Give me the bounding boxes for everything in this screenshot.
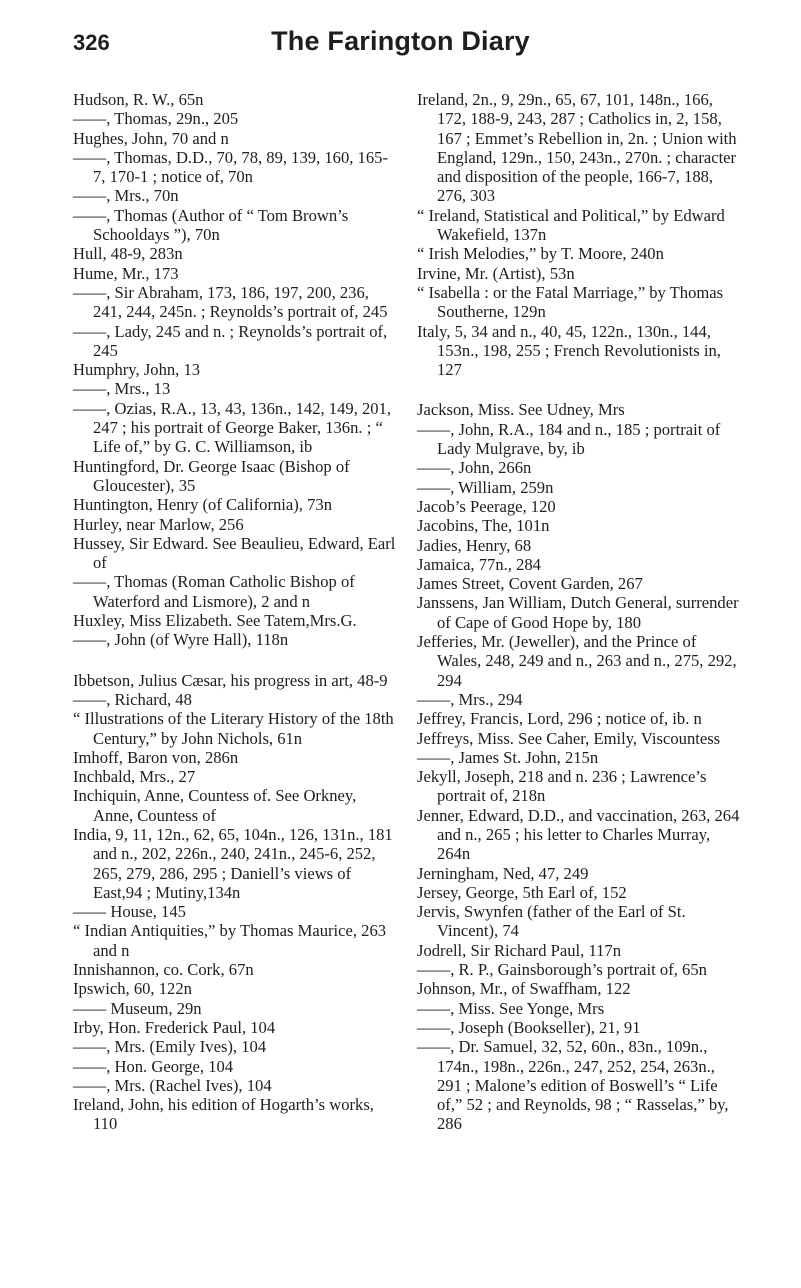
index-entry: Jefferies, Mr. (Jeweller), and the Prince of Wales, 248, 249 and n., 263 and n., 275, 292, 294 [417, 632, 737, 690]
index-entry: ——, R. P., Gainsborough’s portrait of, 65n [417, 960, 707, 980]
index-entry: Inchbald, Mrs., 27 [73, 767, 196, 787]
section-gap [73, 650, 399, 671]
index-entry: ——, Mrs., 70n [73, 186, 179, 206]
index-entry: “ Isabella : or the Fatal Marriage,” by Thomas Southerne, 129n [417, 282, 724, 322]
index-entry: Hume, Mr., 173 [73, 263, 179, 283]
index-entry: ——, Hon. George, 104 [73, 1056, 234, 1076]
index-entry: ——, John (of Wyre Hall), 118n [73, 630, 289, 650]
index-entry: ——, Thomas, D.D., 70, 78, 89, 139, 160, 165-7, 170-1 ; notice of, 70n [73, 147, 388, 187]
index-entry: Jackson, Miss. See Udney, Mrs [417, 400, 625, 420]
page-number: 326 [73, 30, 110, 55]
index-entry: ——, William, 259n [417, 477, 554, 497]
index-entry: ——, Mrs. (Rachel Ives), 104 [73, 1075, 272, 1095]
index-entry: Jekyll, Joseph, 218 and n. 236 ; Lawrence’s portrait of, 218n [417, 767, 707, 806]
index-entry: Ireland, John, his edition of Hogarth’s works, 110 [73, 1095, 374, 1134]
index-entry: ——, Sir Abraham, 173, 186, 197, 200, 236, 241, 244, 245n. ; Reynolds’s portrait of, 245 [73, 282, 388, 322]
index-entry: Huxley, Miss Elizabeth. See Tatem,Mrs.G. [73, 611, 357, 631]
index-entry: Johnson, Mr., of Swaffham, 122 [417, 979, 631, 999]
index-entry: Jeffrey, Francis, Lord, 296 ; notice of, ib. n [417, 709, 702, 729]
index-entry: Jacob’s Peerage, 120 [417, 496, 556, 516]
index-entry: “ Illustrations of the Literary History of the 18th Century,” by John Nichols, 61n [73, 709, 394, 748]
index-entry: James Street, Covent Garden, 267 [417, 574, 643, 594]
index-entry: Italy, 5, 34 and n., 40, 45, 122n., 130n., 144, 153n., 198, 255 ; French Revolutionists in, 127 [417, 321, 721, 380]
index-column-right [417, 90, 743, 1134]
index-entry: Jerningham, Ned, 47, 249 [417, 863, 589, 883]
index-entry: Ibbetson, Julius Cæsar, his progress in art, 48-9 [73, 670, 388, 690]
running-title: The Farington Diary [271, 26, 530, 56]
index-entry: Irby, Hon. Frederick Paul, 104 [73, 1017, 276, 1037]
index-entry: Hughes, John, 70 and n [73, 128, 229, 148]
index-entry: Huntington, Henry (of California), 73n [73, 495, 332, 515]
index-entry: ——, Joseph (Bookseller), 21, 91 [417, 1017, 641, 1037]
index-entry: Jodrell, Sir Richard Paul, 117n [417, 940, 622, 960]
index-entry: Jeffreys, Miss. See Caher, Emily, Viscountess [417, 728, 721, 748]
index-entry: India, 9, 11, 12n., 62, 65, 104n., 126, 131n., 181 and n., 202, 226n., 240, 241n., 245-6, 252, 265, 279, 286, 295 ; Daniell’s views of East,94 ; Mutiny,134n [73, 824, 393, 902]
index-entry: ——, Mrs. (Emily Ives), 104 [73, 1037, 267, 1057]
index-entry: —— Museum, 29n [73, 998, 202, 1018]
index-entry: Hudson, R. W., 65n [73, 90, 204, 109]
index-column-left [73, 90, 399, 1134]
index-entry: Jenner, Edward, D.D., and vaccination, 263, 264 and n., 265 ; his letter to Charles Murray, 264n [417, 805, 740, 864]
index-entry: ——, Lady, 245 and n. ; Reynolds’s portrait of, 245 [73, 321, 388, 360]
index-entry: Innishannon, co. Cork, 67n [73, 960, 254, 980]
index-entry: ——, Thomas (Author of “ Tom Brown’s Schooldays ”), 70n [73, 205, 349, 245]
index-entry: —— House, 145 [73, 902, 186, 922]
page-header [0, 20, 801, 60]
index-entry: Jervis, Swynfen (father of the Earl of St. Vincent), 74 [417, 902, 686, 941]
index-entry: ——, John, R.A., 184 and n., 185 ; portrait of Lady Mulgrave, by, ib [417, 419, 721, 459]
index-entry: ——, Miss. See Yonge, Mrs [417, 998, 605, 1018]
index-entry: Jacobins, The, 101n [417, 516, 550, 536]
index-entry: Hussey, Sir Edward. See Beaulieu, Edward, Earl of [73, 533, 396, 573]
index-entry: Huntingford, Dr. George Isaac (Bishop of Gloucester), 35 [73, 456, 350, 495]
index-entry: “ Indian Antiquities,” by Thomas Maurice, 263 and n [73, 921, 387, 960]
section-gap [417, 379, 743, 400]
index-entry: Inchiquin, Anne, Countess of. See Orkney, Anne, Countess of [73, 786, 357, 825]
index-entry: “ Ireland, Statistical and Political,” by Edward Wakefield, 137n [417, 205, 725, 245]
index-entry: Jadies, Henry, 68 [417, 535, 532, 555]
index-entry: ——, Dr. Samuel, 32, 52, 60n., 83n., 109n., 174n., 198n., 226n., 247, 252, 254, 263n., 291 ; Malone’s edition of Boswell’s “ Life of,” 52 ; and Reynolds, 98 ; “ Rasselas,” by, 286 [417, 1037, 729, 1134]
index-entry: Irvine, Mr. (Artist), 53n [417, 263, 575, 283]
index-entry: Ipswich, 60, 122n [73, 979, 192, 999]
index-entry: Janssens, Jan William, Dutch General, surrender of Cape of Good Hope by, 180 [417, 593, 739, 632]
index-entry: ——, Mrs., 294 [417, 689, 523, 709]
index-entry: ——, John, 266n [417, 458, 532, 478]
index-entry: Ireland, 2n., 9, 29n., 65, 67, 101, 148n., 166, 172, 188-9, 243, 287 ; Catholics in, 2, 158, 167 ; Emmet’s Rebellion in, 2n. ; Union with England, 129n., 150, 243n., 270n. ; character and disposition of the people, 166-7, 188, 276, 303 [417, 90, 737, 206]
index-entry: ——, Mrs., 13 [73, 379, 171, 399]
index-entry: Imhoff, Baron von, 286n [73, 747, 239, 767]
index-entry: ——, Thomas, 29n., 205 [73, 109, 239, 129]
index-entry: ——, Richard, 48 [73, 689, 192, 709]
index-entry: “ Irish Melodies,” by T. Moore, 240n [417, 244, 664, 264]
index-entry: Hull, 48-9, 283n [73, 244, 183, 264]
index-entry: Hurley, near Marlow, 256 [73, 514, 244, 534]
index-entry: Humphry, John, 13 [73, 360, 201, 380]
index-entry: ——, Ozias, R.A., 13, 43, 136n., 142, 149, 201, 247 ; his portrait of George Baker, 136n. ; “ Life of,” by G. C. Williamson, ib [73, 398, 392, 457]
index-entry: Jersey, George, 5th Earl of, 152 [417, 882, 627, 902]
index-entry: ——, James St. John, 215n [417, 747, 599, 767]
index-entry: Jamaica, 77n., 284 [417, 554, 541, 574]
index-entry: ——, Thomas (Roman Catholic Bishop of Waterford and Lismore), 2 and n [73, 572, 355, 611]
